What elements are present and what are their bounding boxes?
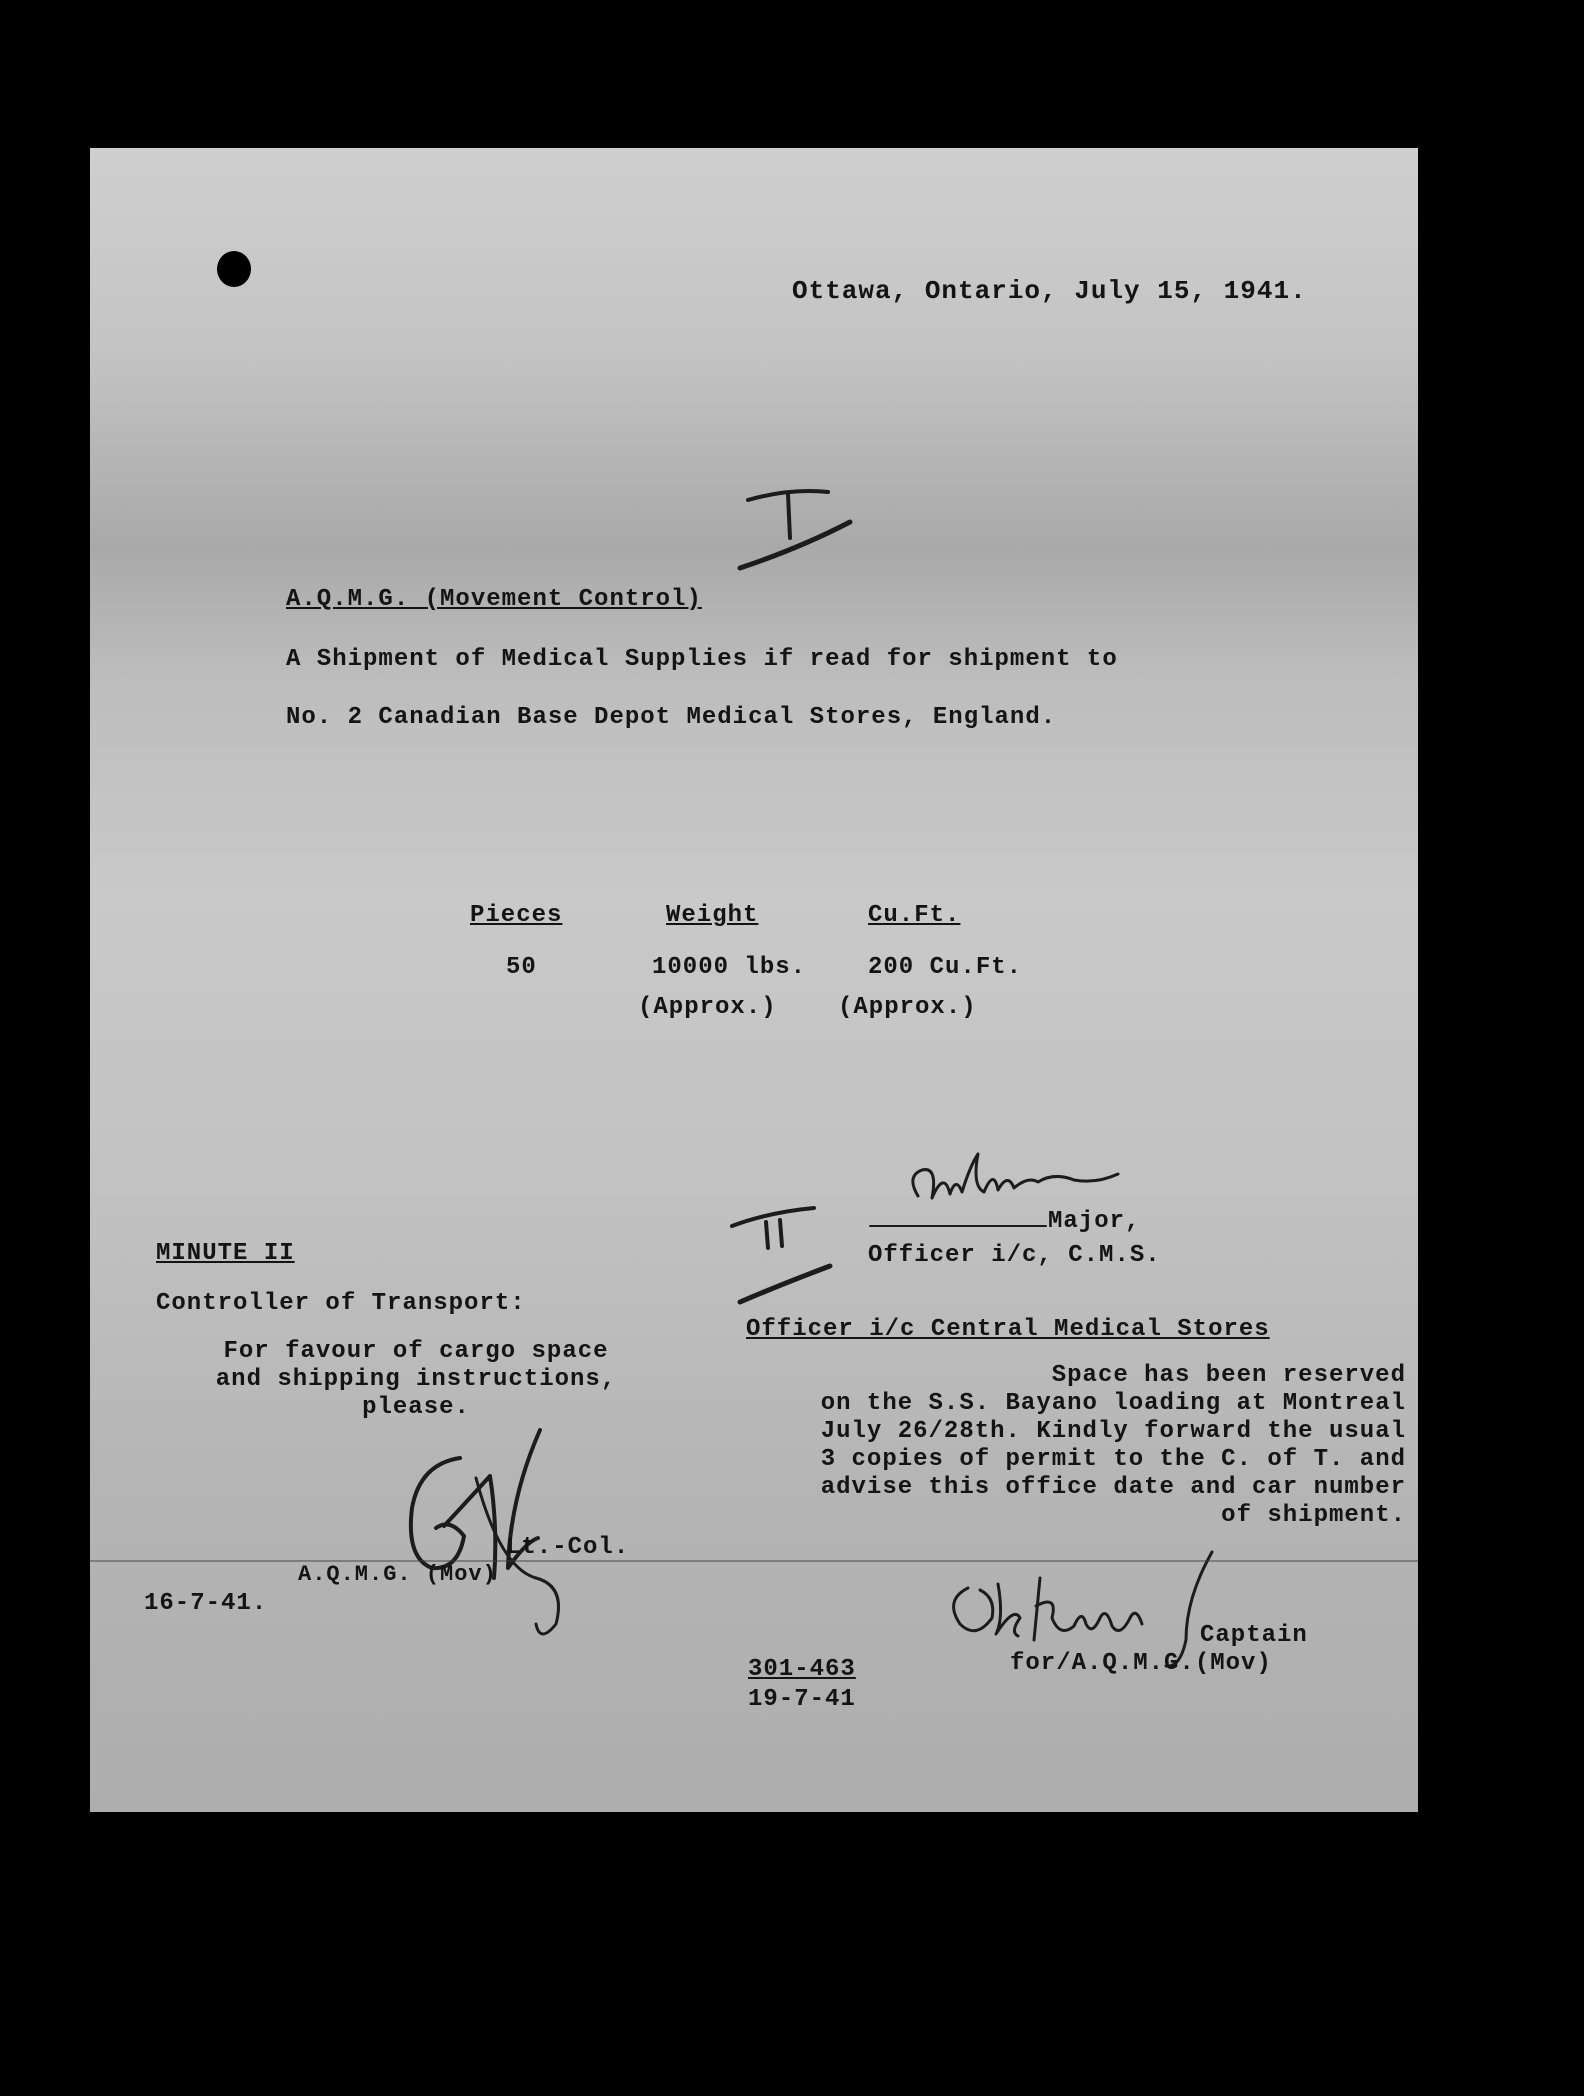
addressee: A.Q.M.G. (Movement Control) [286,586,702,613]
major-rank: Major, [1048,1208,1141,1235]
right-text: Space has been reserved on the S.S. Bayano loading at Montreal July 26/28th. Kindly forward the usual 3 copies of permit to the C. of T. and advise this office date and car number of shipment. [820,1362,1406,1529]
right-heading: Officer i/c Central Medical Stores [746,1316,1270,1343]
paper-fold-line [90,1560,1418,1562]
table-header-weight: Weight [666,902,759,929]
captain-rank: Captain [1200,1622,1308,1649]
table-value-cuft: 200 Cu.Ft. [868,954,1023,981]
handwritten-numeral-two [730,1202,890,1312]
ltcol-office: A.Q.M.G. (Mov) [298,1562,497,1587]
date-left: 16-7-41. [144,1590,268,1617]
table-value-pieces: 50 [506,954,537,981]
file-date: 19-7-41 [748,1686,856,1713]
place-date: Ottawa, Ontario, July 15, 1941. [792,276,1307,306]
ltcol-rank: Lt.-Col. [506,1534,630,1561]
major-title: Officer i/c, C.M.S. [868,1242,1161,1269]
controller-line: Controller of Transport: [156,1290,526,1317]
punch-hole [217,251,251,287]
handwritten-numeral-one [730,478,930,568]
table-value-weight: 10000 lbs. [652,954,807,981]
table-note-cuft: (Approx.) [838,994,977,1021]
table-header-pieces: Pieces [470,902,563,929]
body-line-1: A Shipment of Medical Supplies if read for shipment to [286,646,1118,673]
document-page [90,148,1418,1812]
table-note-weight: (Approx.) [638,994,777,1021]
minute-two-heading: MINUTE II [156,1240,295,1267]
favour-text: For favour of cargo space and shipping instructions, please. [215,1338,617,1421]
file-number: 301-463 [748,1656,856,1683]
captain-office: for/A.Q.M.G.(Mov) [1010,1650,1272,1677]
table-header-cuft: Cu.Ft. [868,902,961,929]
signature-line-major [870,1220,1050,1230]
body-line-2: No. 2 Canadian Base Depot Medical Stores, England. [286,704,1057,731]
